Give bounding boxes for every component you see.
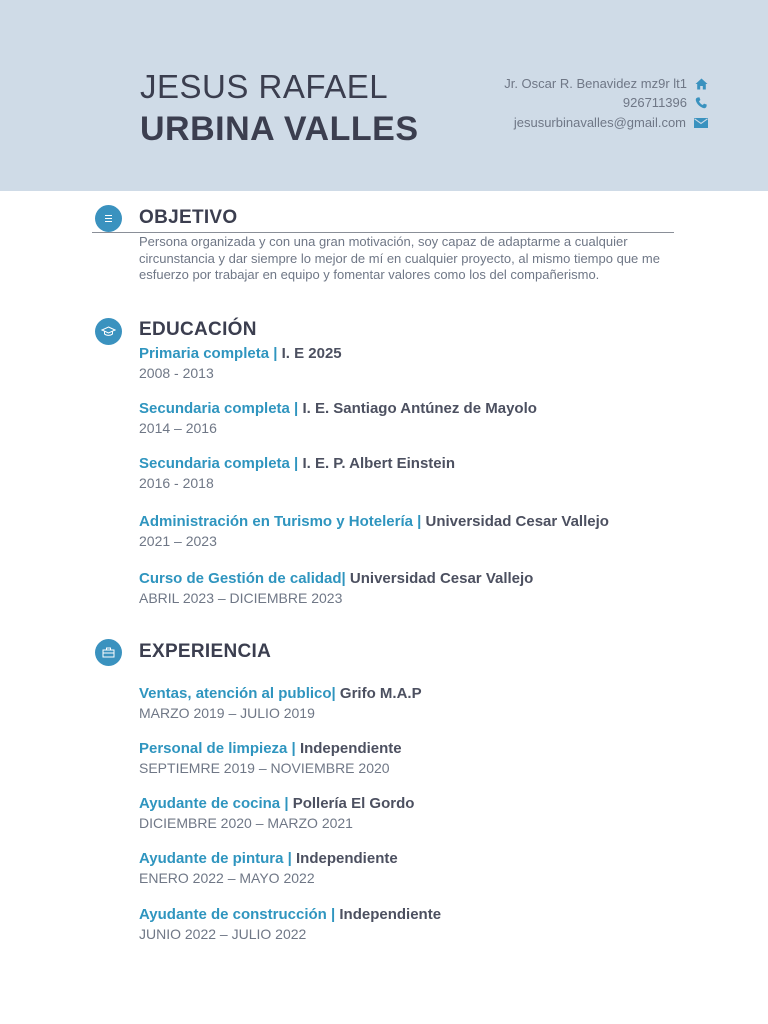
- experience-role: Personal de limpieza: [139, 740, 288, 757]
- separator: |: [341, 570, 350, 587]
- home-icon: [695, 78, 708, 90]
- experience-dates: DICIEMBRE 2020 – MARZO 2021: [139, 815, 353, 831]
- experience-role: Ventas, atención al publico: [139, 685, 332, 702]
- separator: |: [269, 345, 282, 362]
- experience-company: Grifo M.A.P: [339, 685, 422, 702]
- experience-item: [139, 685, 422, 721]
- experience-role: Ayudante de construcción: [139, 906, 327, 923]
- education-title: EDUCACIÓN: [139, 319, 257, 340]
- education-item: [139, 400, 537, 436]
- education-item: [139, 513, 609, 549]
- education-dates: ABRIL 2023 – DICIEMBRE 2023: [139, 590, 343, 606]
- experience-company: Independiente: [299, 740, 402, 757]
- education-item: [139, 455, 455, 491]
- experience-item: [139, 850, 398, 886]
- envelope-icon: [694, 118, 708, 128]
- experience-dates: JUNIO 2022 – JULIO 2022: [139, 926, 307, 942]
- experience-item: [139, 740, 402, 776]
- education-institution: Universidad Cesar Vallejo: [349, 570, 534, 587]
- separator: |: [283, 850, 297, 867]
- contact-address: [504, 76, 708, 91]
- experience-company: Independiente: [339, 906, 442, 923]
- experience-role: Ayudante de pintura: [139, 850, 284, 867]
- experience-role: Ayudante de cocina: [139, 795, 281, 812]
- education-dates: 2016 - 2018: [139, 475, 214, 491]
- education-dates: 2021 – 2023: [139, 533, 217, 549]
- education-degree: Primaria completa: [139, 345, 270, 362]
- address-text: Jr. Oscar R. Benavidez mz9r lt1: [504, 76, 687, 91]
- education-item: [139, 345, 342, 381]
- separator: |: [331, 685, 340, 702]
- separator: |: [289, 400, 303, 417]
- graduation-cap-icon: [95, 318, 122, 345]
- education-degree: Secundaria completa: [139, 455, 290, 472]
- education-degree: Administración en Turismo y Hotelería: [139, 513, 413, 530]
- education-dates: 2008 - 2013: [139, 365, 214, 381]
- email-text[interactable]: jesusurbinavalles@gmail.com: [513, 115, 686, 130]
- first-names: JESUS RAFAEL: [140, 68, 389, 105]
- experience-item: [139, 795, 414, 831]
- education-institution: Universidad Cesar Vallejo: [425, 513, 609, 530]
- contact-email: [514, 115, 708, 130]
- experience-dates: ENERO 2022 – MAYO 2022: [139, 870, 315, 886]
- experience-dates: SEPTIEMRE 2019 – NOVIEMBRE 2020: [139, 760, 390, 776]
- education-institution: I. E 2025: [281, 345, 342, 362]
- experience-company: Pollería El Gordo: [292, 795, 415, 812]
- briefcase-icon: [95, 639, 122, 666]
- objective-title: OBJETIVO: [139, 207, 238, 228]
- separator: |: [326, 906, 340, 923]
- separator: |: [289, 455, 303, 472]
- separator: |: [280, 795, 293, 812]
- education-dates: 2014 – 2016: [139, 420, 217, 436]
- resume-header: [0, 0, 768, 191]
- education-institution: I. E. Santiago Antúnez de Mayolo: [302, 400, 537, 417]
- experience-item: [139, 906, 441, 942]
- experience-dates: MARZO 2019 – JULIO 2019: [139, 705, 315, 721]
- separator: |: [412, 513, 426, 530]
- section-divider: [92, 232, 674, 233]
- separator: |: [287, 740, 300, 757]
- experience-title: EXPERIENCIA: [139, 641, 272, 662]
- education-degree: Curso de Gestión de calidad: [139, 570, 342, 587]
- objective-text: Persona organizada y con una gran motivación, soy capaz de adaptarme a cualquier circunstancia y dar siempre lo mejor de mí en cualquier proyecto, al mismo tiempo que me esfuerzo por trabajar en equipo y fomentar valores como los del compañerismo.: [139, 234, 660, 282]
- education-degree: Secundaria completa: [139, 400, 290, 417]
- phone-icon: [695, 97, 708, 109]
- last-names: URBINA VALLES: [140, 110, 419, 148]
- education-institution: I. E. P. Albert Einstein: [302, 455, 455, 472]
- phone-text: 926711396: [622, 95, 687, 110]
- education-item: [139, 570, 533, 606]
- experience-company: Independiente: [296, 850, 398, 867]
- contact-phone: [623, 95, 708, 110]
- list-icon: [95, 205, 122, 232]
